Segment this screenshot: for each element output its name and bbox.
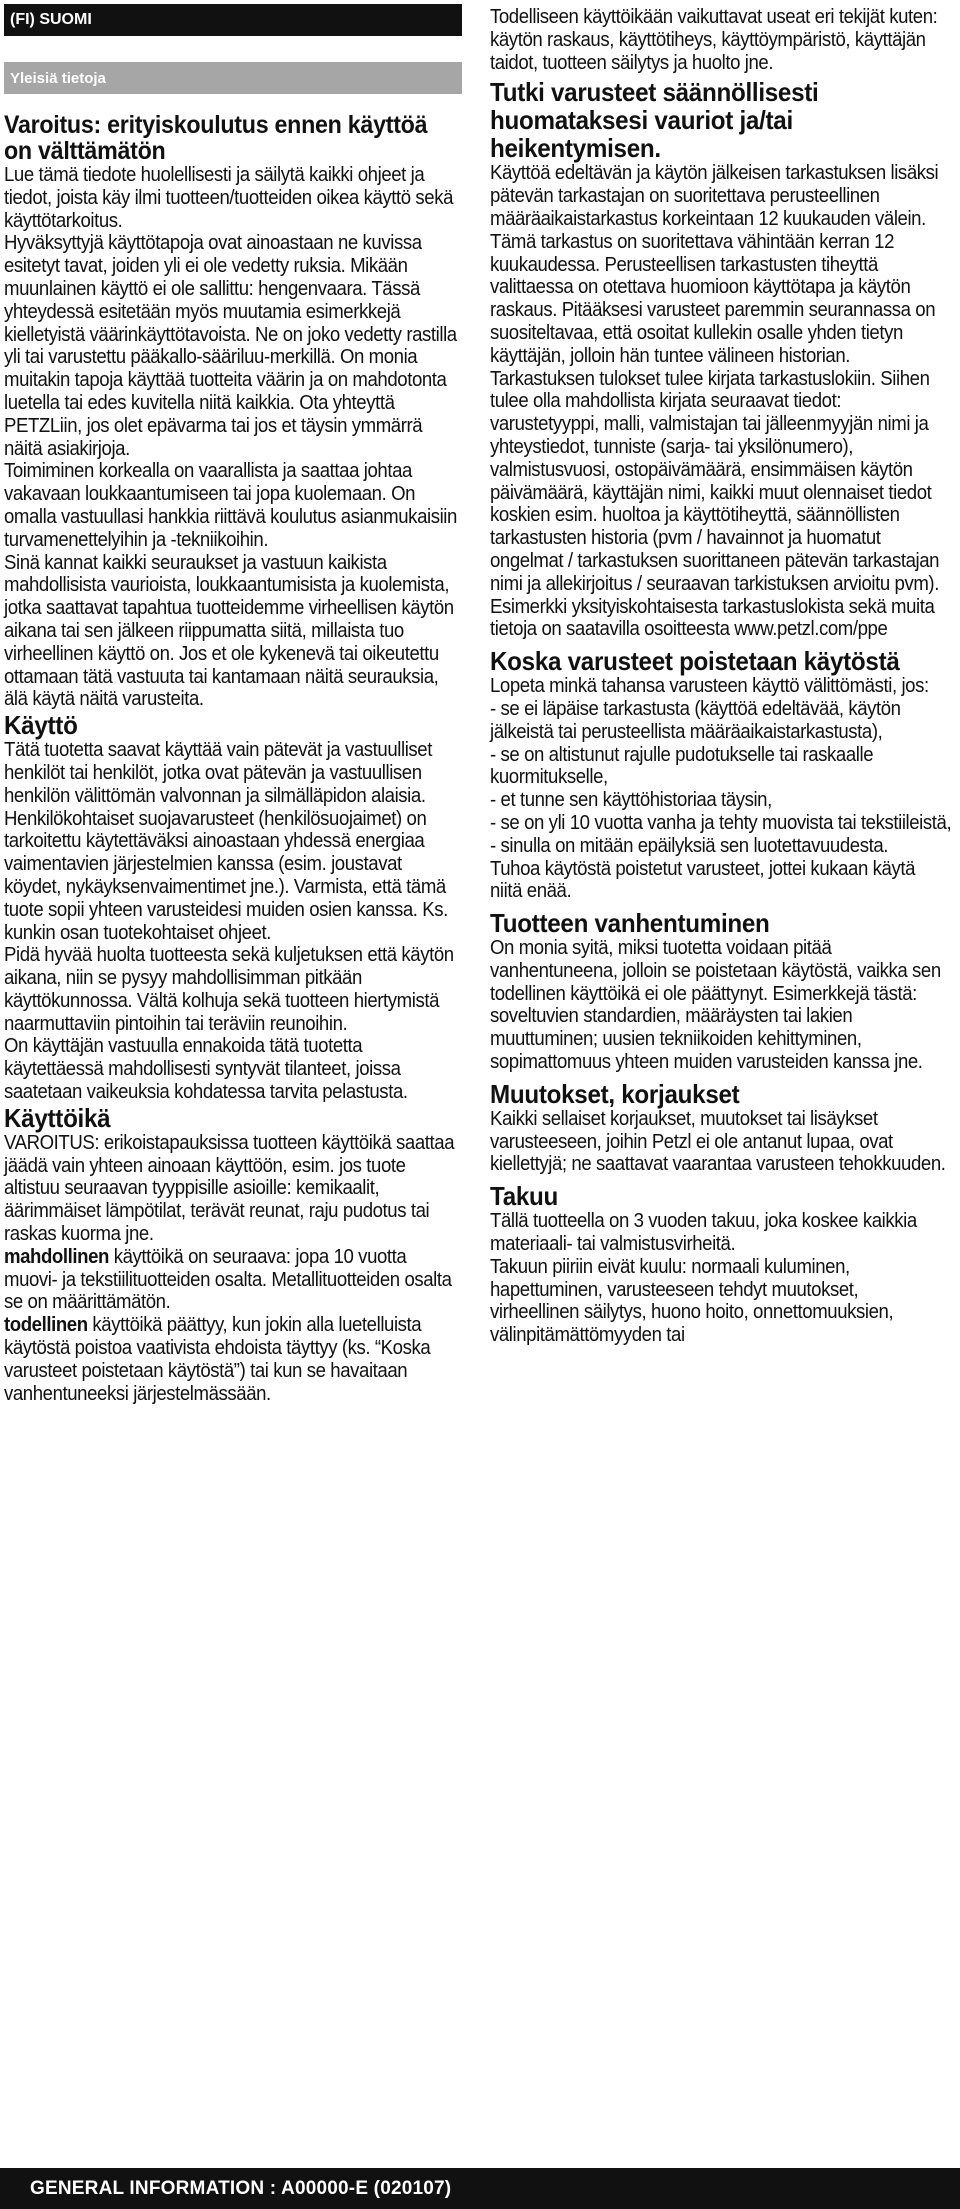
warning-heading: Varoitus: erityiskoulutus ennen käyttöä on välttämätön <box>4 111 428 165</box>
language-tag: (FI) SUOMI <box>4 4 462 36</box>
inspect-heading: Tutki varusteet säännöllisesti huomataksesi vauriot ja/tai heikentymisen. <box>490 77 819 164</box>
lifetime-paragraph-1: VAROITUS: erikoistapauksissa tuotteen käyttöikä saattaa jäädä vain yhteen ainoaan käyttöön, esim. jos tuote altistuu seuraavan tyyppisille asioille: kemikaalit, äärimmäiset lämpötilat, terävät reunat, raju pudotus tai raskas kuorma jne. <box>4 1131 455 1246</box>
retire-item-3: - et tunne sen käyttöhistoriaa täysin, <box>490 789 772 812</box>
right-column <box>490 6 951 1347</box>
obsolete-heading: Tuotteen vanhentuminen <box>490 908 770 939</box>
usage-paragraph-2: Henkilökohtaiset suojavarusteet (henkilösuojaimet) on tarkoitettu käytettäväksi ainoastaan yhdessä energiaa vaimentavien järjestelmien kanssa (esim. joustavat köydet, nykäyksenvaimentimet jne.). Varmista, että tämä tuote sopii yhteen varusteidesi muiden osien kanssa. Ks. kunkin osan tuotekohtaiset ohjeet. <box>4 807 448 944</box>
document-footer: GENERAL INFORMATION : A00000-E (020107) <box>0 2168 960 2209</box>
retire-heading: Koska varusteet poistetaan käytöstä <box>490 646 900 677</box>
retire-intro: Lopeta minkä tahansa varusteen käyttö välittömästi, jos: <box>490 675 929 698</box>
retire-outro: Tuhoa käytöstä poistetut varusteet, jottei kukaan käytä niitä enää. <box>490 857 916 903</box>
retire-item-4: - se on yli 10 vuotta vanha ja tehty muovista tai tekstiileistä, <box>490 811 952 834</box>
lifetime-paragraph-3 <box>4 1314 460 1405</box>
retire-item-1: - se ei läpäise tarkastusta (käyttöä edeltävää, käytön jälkeistä tai perusteellista määräaikaistarkastusta), <box>490 697 901 743</box>
usage-paragraph-4: On käyttäjän vastuulla ennakoida tätä tuotetta käytettäessä mahdollisesti syntyvät tilanteet, joissa saatetaan vaikeuksia kohdatessa tarvita pelastusta. <box>4 1035 408 1104</box>
inspect-text: Käyttöä edeltävän ja käytön jälkeisen tarkastuksen lisäksi pätevän tarkastajan on suoritettava perusteellinen määräaikaistarkastus korkeintaan 12 kuukauden välein. Tämä tarkastus on suoritettava vähintään kerran 12 kuukaudessa. Perusteellisen tarkastusten tiheyttä valittaessa on otettava huomioon käyttötapa ja käytön raskaus. Pitääksesi varusteet paremmin seurannassa on suositeltavaa, että osoitat kullekin osalle yhden tietyn käyttäjän, jolloin hän tuntee välineen historian. Tarkastuksen tulokset tulee kirjata tarkastuslokiin. Siihen tulee olla mahdollista kirjata seuraavat tiedot: varustetyyppi, malli, valmistajan tai jälleenmyyjän nimi ja yhteystiedot, tunniste (sarja- tai yksilönumero), valmistusvuosi, ostopäivämäärä, ensimmäisen käytön päivämäärä, käyttäjän nimi, kaikki muut olennaiset tiedot koskien esim. huoltoa ja käyttötiheyttä, säännöllisten tarkastusten historia (pvm / havainnot ja huomatut ongelmat / tarkastuksen suorittaneen pätevän tarkastajan nimi ja allekirjoitus / seuraavan tarkistuksen arvioitu pvm). Esimerkki yksityiskohtaisesta tarkastuslokista sekä muita tietoja on saatavilla osoitteesta www.petzl.com/ppe <box>490 162 940 641</box>
lifetime-actual-text: käyttöikä päättyy, kun jokin alla luetelluista käytöstä poistoa vaativista ehdoista täyttyy (ks. “Koska varusteet poistetaan käytöstä”) tai kun se havaitaan vanhentuneeksi järjestelmässään. <box>4 1314 431 1405</box>
lifetime-factors-text: Todelliseen käyttöikään vaikuttavat useat eri tekijät kuten: käytön raskaus, käyttötiheys, käyttöympäristö, käyttäjän taidot, tuotteen säilytys ja huolto jne. <box>490 6 938 74</box>
warning-paragraph-3: Toimiminen korkealla on vaarallista ja saattaa johtaa vakavaan loukkaantumiseen tai jopa kuolemaan. On omalla vastuullasi hankkia riittävä koulutus asianmukaisiin turvamenettelyihin ja -tekniikoihin. <box>4 460 457 551</box>
retire-item-2: - se on altistunut rajulle pudotukselle tai raskaalle kuormitukselle, <box>490 743 874 789</box>
warning-paragraph-2: Hyväksyttyjä käyttötapoja ovat ainoastaan ne kuvissa esitetyt tavat, joiden yli ei ole vedetty ruksia. Mikään muunlainen käyttö ei ole sallittu: hengenvaara. Tässä yhteydessä esitetään myös muutamia esimerkkejä kielletyistä väärinkäyttötavoista. Ne on joko vedetty rastilla yli tai varustettu pääkallo-sääriluu-merkillä. On monia muitakin tapoja käyttää tuotteita väärin ja on mahdotonta luetella tai edes kuvitella niitä kaikkia. Ota yhteyttä PETZLiin, jos olet epävarma tai jos et täysin ymmärrä näitä asiakirjoja. <box>4 232 457 460</box>
section-title: Yleisiä tietoja <box>4 62 462 94</box>
lifetime-actual-term: todellinen <box>4 1314 88 1337</box>
warranty-heading: Takuu <box>490 1181 559 1212</box>
usage-paragraph-1: Tätä tuotetta saavat käyttää vain pätevät ja vastuulliset henkilöt tai henkilöt, jotka ovat pätevän ja vastuullisen henkilön välittömän valvonnan ja silmälläpidon alaisia. <box>4 739 432 807</box>
usage-heading: Käyttö <box>4 710 78 741</box>
retire-item-5: - sinulla on mitään epäilyksiä sen luotettavuudesta. <box>490 834 889 857</box>
usage-paragraph-3: Pidä hyvää huolta tuotteesta sekä kuljetuksen että käytön aikana, niin se pysyy mahdollisimman pitkään käyttökunnossa. Vältä kolhuja sekä tuotteen hiertymistä naarmuttaviin pintoihin tai teräviin reunoihin. <box>4 944 454 1035</box>
warning-paragraph-4: Sinä kannat kaikki seuraukset ja vastuun kaikista mahdollisista vaurioista, loukkaantumisista ja kuolemista, jotka saattavat tapahtua tuotteidemme virheellisen käytön aikana tai sen jälkeen riippumatta siitä, millaista tuo virheellinen käyttö on. Jos et ole kykenevä tai oikeutettu ottamaan tätä vastuuta tai kantamaan näitä seurauksia, älä käytä näitä varusteita. <box>4 551 454 711</box>
warning-paragraph-1: Lue tämä tiedote huolellisesti ja säilytä kaikki ohjeet ja tiedot, joista käy ilmi tuotteen/tuotteiden oikea käyttö sekä käyttötarkoitus. <box>4 164 454 232</box>
warranty-paragraph-2: Takuun piiriin eivät kuulu: normaali kuluminen, hapettuminen, varusteeseen tehdyt muutokset, virheellinen säilytys, huono hoito, onnettomuuksien, välinpitämättömyyden tai <box>490 1255 894 1347</box>
lifetime-heading: Käyttöikä <box>4 1102 111 1133</box>
left-column <box>4 112 460 1405</box>
modifications-heading: Muutokset, korjaukset <box>490 1078 740 1109</box>
warranty-paragraph-1: Tällä tuotteella on 3 vuoden takuu, joka koskee kaikkia materiaali- tai valmistusvirheitä. <box>490 1210 917 1256</box>
lifetime-potential-term: mahdollinen <box>4 1245 109 1268</box>
lifetime-paragraph-2 <box>4 1246 460 1314</box>
obsolete-text: On monia syitä, miksi tuotetta voidaan pitää vanhentuneena, jolloin se poistetaan käytöstä, vaikka sen todellinen käyttöikä ei ole päättynyt. Esimerkkejä tästä: soveltuvien standardien, määräysten tai lakien muuttuminen; uusien tekniikoiden kehittyminen, sopimattomuus yhteen muiden varusteiden kanssa jne. <box>490 937 941 1074</box>
lifetime-potential-text: käyttöikä on seuraava: jopa 10 vuotta muovi- ja tekstiilituotteiden osalta. Metallituotteiden osalta se on määrittämätön. <box>4 1245 452 1314</box>
modifications-text: Kaikki sellaiset korjaukset, muutokset tai lisäykset varusteeseen, joihin Petzl ei ole antanut lupaa, ovat kiellettyjä; ne saattavat vaarantaa varusteen tehokkuuden. <box>490 1107 946 1176</box>
